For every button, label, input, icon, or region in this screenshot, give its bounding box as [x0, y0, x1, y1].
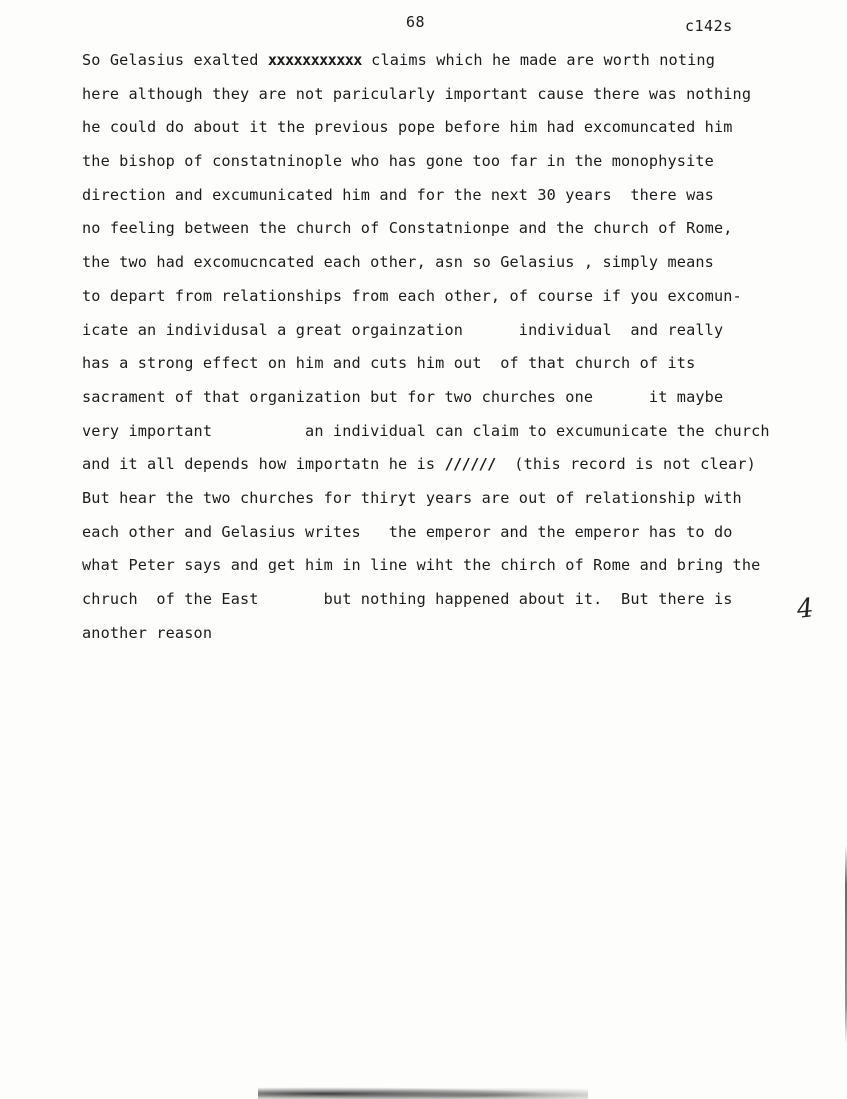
line-text: icate an individusal a great orgainzation individual and really	[82, 320, 724, 339]
line-text: has a strong effect on him and cuts him out of that church of its	[82, 354, 696, 373]
line-text: here although they are not paricularly important cause there was nothing	[82, 84, 752, 103]
text-line	[82, 249, 822, 283]
text-line	[82, 114, 822, 148]
page-number: 68	[406, 13, 426, 31]
text-line	[82, 283, 822, 317]
line-text: sacrament of that organization but for two churches one it maybe	[82, 387, 724, 406]
line-text: So Gelasius exalted	[82, 51, 268, 69]
line-text-after: claims which he made are worth noting	[361, 51, 716, 69]
line-text: each other and Gelasius writes the emperor and the emperor has to do	[82, 522, 733, 541]
text-line	[82, 384, 822, 418]
text-line	[82, 418, 822, 452]
text-line	[82, 215, 822, 249]
line-text: no feeling between the church of Constatnionpe and the church of Rome,	[82, 219, 733, 238]
struck-out-text: //////	[444, 455, 496, 474]
line-text: chruch of the East but nothing happened about it. But there is	[82, 590, 733, 608]
line-text-after: (this record is not clear)	[495, 455, 756, 474]
line-text: another reason	[82, 623, 213, 642]
text-line	[82, 586, 822, 620]
scan-smudge	[258, 1086, 588, 1099]
text-line	[82, 317, 822, 351]
text-line	[82, 148, 822, 182]
line-text: the two had excomucncated each other, asn so Gelasius , simply means	[82, 253, 714, 272]
text-line	[82, 552, 822, 586]
text-line	[82, 620, 822, 654]
line-text: direction and excumunicated him and for the next 30 years there was	[82, 185, 714, 204]
struck-out-text: xxxxxxxxxxx	[267, 51, 362, 69]
line-text: very important an individual can claim to excumunicate the church	[82, 421, 770, 440]
reference-code: c142s	[685, 17, 733, 35]
line-text: to depart from relationships from each other, of course if you excomun-	[82, 286, 742, 305]
text-line	[82, 81, 822, 115]
text-line	[82, 350, 822, 384]
text-line	[82, 451, 822, 485]
handwritten-margin-note: 4	[795, 593, 816, 625]
line-text: what Peter says and get him in line wiht the chirch of Rome and bring the	[82, 556, 761, 575]
text-line	[82, 182, 822, 216]
line-text: and it all depends how importatn he is	[82, 455, 445, 474]
text-line	[82, 47, 822, 81]
text-line	[82, 485, 822, 519]
line-text: But hear the two churches for thiryt years are out of relationship with	[82, 488, 742, 507]
transcript-body	[82, 47, 822, 653]
line-text: the bishop of constatninople who has gone too far in the monophysite	[82, 152, 714, 171]
line-text: he could do about it the previous pope before him had excomuncated him	[82, 118, 733, 137]
text-line	[82, 519, 822, 553]
